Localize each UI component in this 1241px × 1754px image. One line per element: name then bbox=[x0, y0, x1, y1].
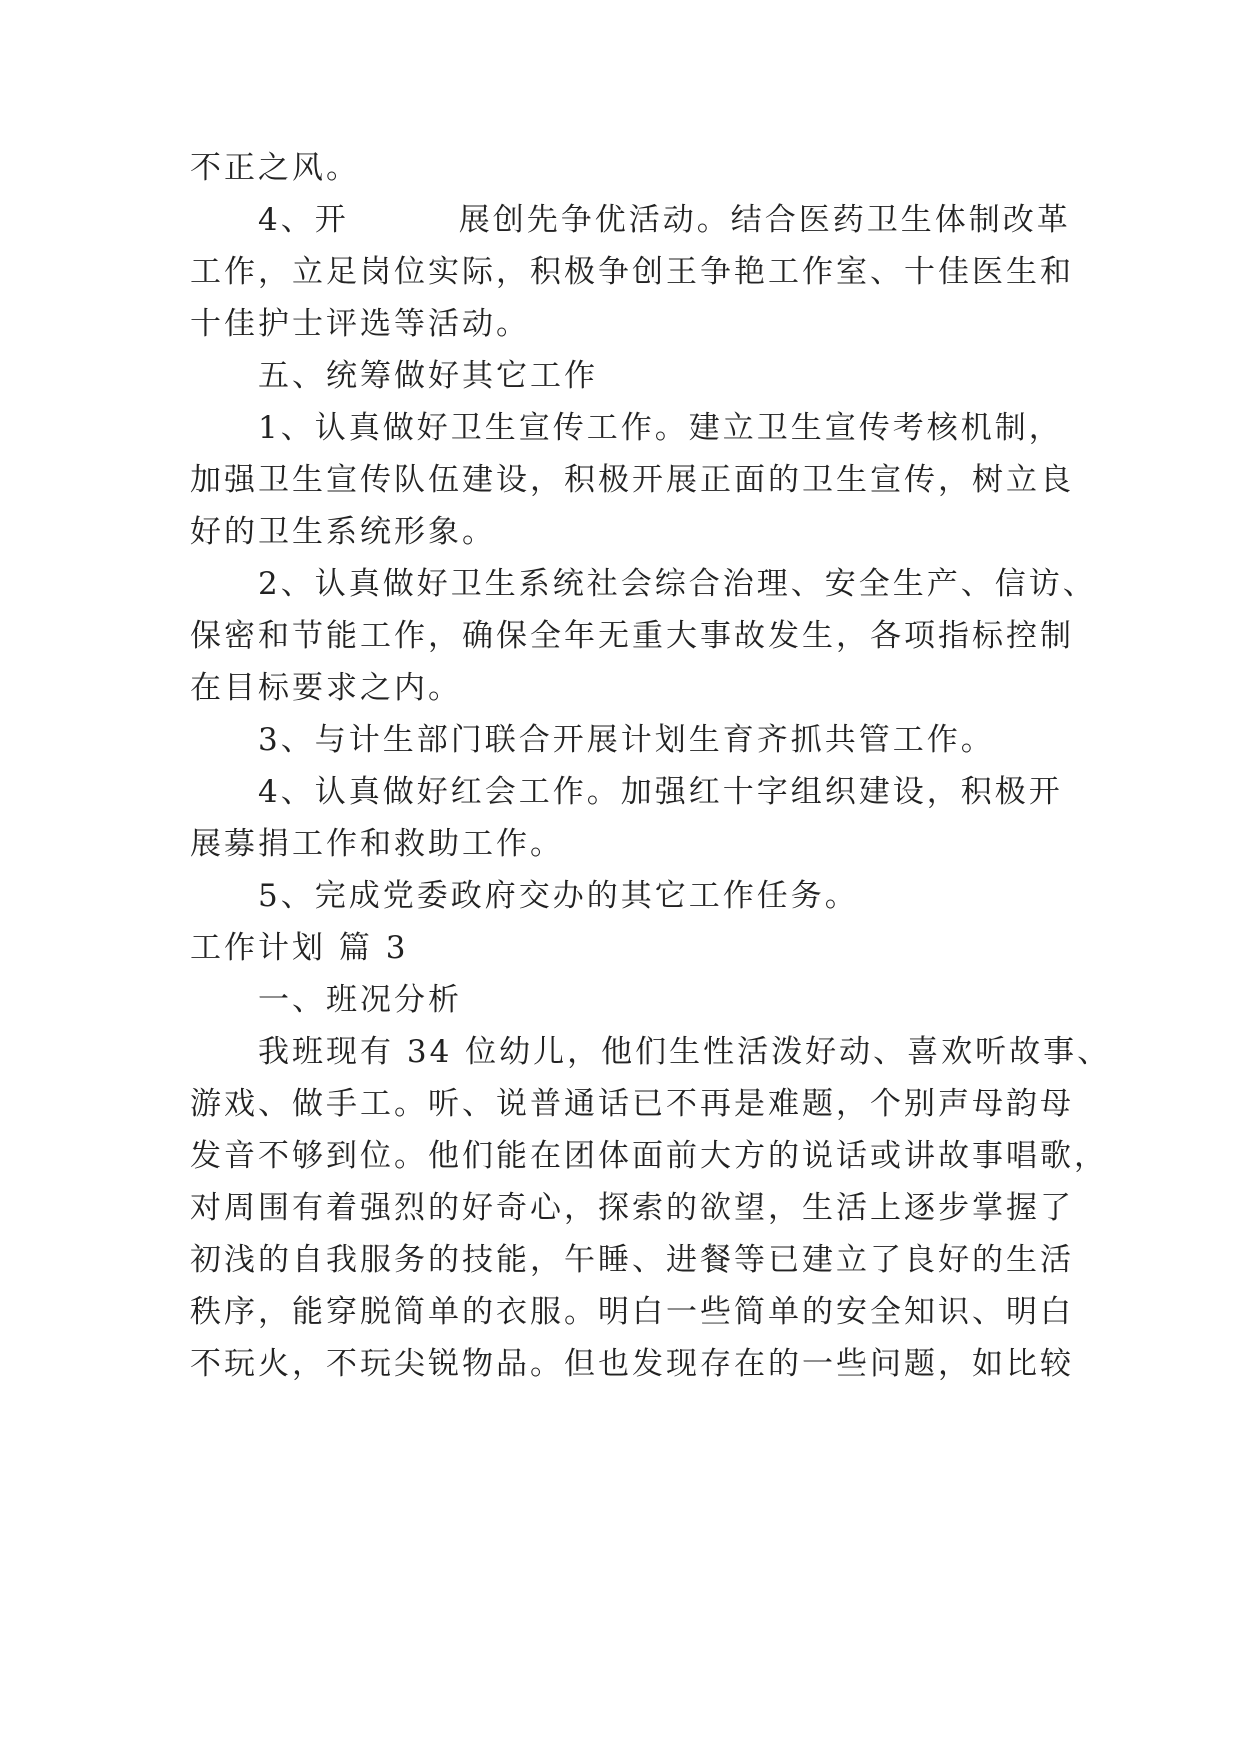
text-line: 5、完成党委政府交办的其它工作任务。 bbox=[258, 878, 859, 914]
document-title: 工作计划 篇 3 bbox=[190, 930, 409, 966]
text-line: 2、认真做好卫生系统社会综合治理、安全生产、信访、 bbox=[258, 566, 1097, 602]
text-line: 我班现有 34 位幼儿，他们生性活泼好动、喜欢听故事、 bbox=[258, 1034, 1112, 1070]
text-line bbox=[258, 200, 1138, 240]
text-line: 1、认真做好卫生宣传工作。建立卫生宣传考核机制， bbox=[258, 410, 1063, 446]
text-line: 保密和节能工作，确保全年无重大事故发生，各项指标控制 bbox=[190, 618, 1074, 654]
text-line: 游戏、做手工。听、说普通话已不再是难题，个别声母韵母 bbox=[190, 1086, 1074, 1122]
text-line: 不玩火，不玩尖锐物品。但也发现存在的一些问题，如比较 bbox=[190, 1346, 1074, 1382]
text-line: 发音不够到位。他们能在团体面前大方的说话或讲故事唱歌， bbox=[190, 1138, 1108, 1174]
text-line: 加强卫生宣传队伍建设，积极开展正面的卫生宣传，树立良 bbox=[190, 462, 1074, 498]
list-number: 4、开 bbox=[258, 202, 349, 238]
text-line: 不正之风。 bbox=[190, 150, 360, 186]
section-heading: 一、班况分析 bbox=[258, 982, 462, 1018]
text-line: 好的卫生系统形象。 bbox=[190, 514, 496, 550]
text-line: 展募捐工作和救助工作。 bbox=[190, 826, 564, 862]
section-heading: 五、统筹做好其它工作 bbox=[258, 358, 598, 394]
text-line: 对周围有着强烈的好奇心，探索的欲望，生活上逐步掌握了 bbox=[190, 1190, 1074, 1226]
text-line: 4、认真做好红会工作。加强红十字组织建设，积极开 bbox=[258, 774, 1063, 810]
text-fragment: 展创先争优活动。结合医药卫生体制改革 bbox=[458, 202, 1071, 238]
text-line: 十佳护士评选等活动。 bbox=[190, 306, 530, 342]
text-line: 在目标要求之内。 bbox=[190, 670, 462, 706]
text-line: 工作，立足岗位实际，积极争创王争艳工作室、十佳医生和 bbox=[190, 254, 1074, 290]
text-line: 3、与计生部门联合开展计划生育齐抓共管工作。 bbox=[258, 722, 995, 758]
text-line: 初浅的自我服务的技能，午睡、进餐等已建立了良好的生活 bbox=[190, 1242, 1074, 1278]
text-line: 秩序，能穿脱简单的衣服。明白一些简单的安全知识、明白 bbox=[190, 1294, 1074, 1330]
